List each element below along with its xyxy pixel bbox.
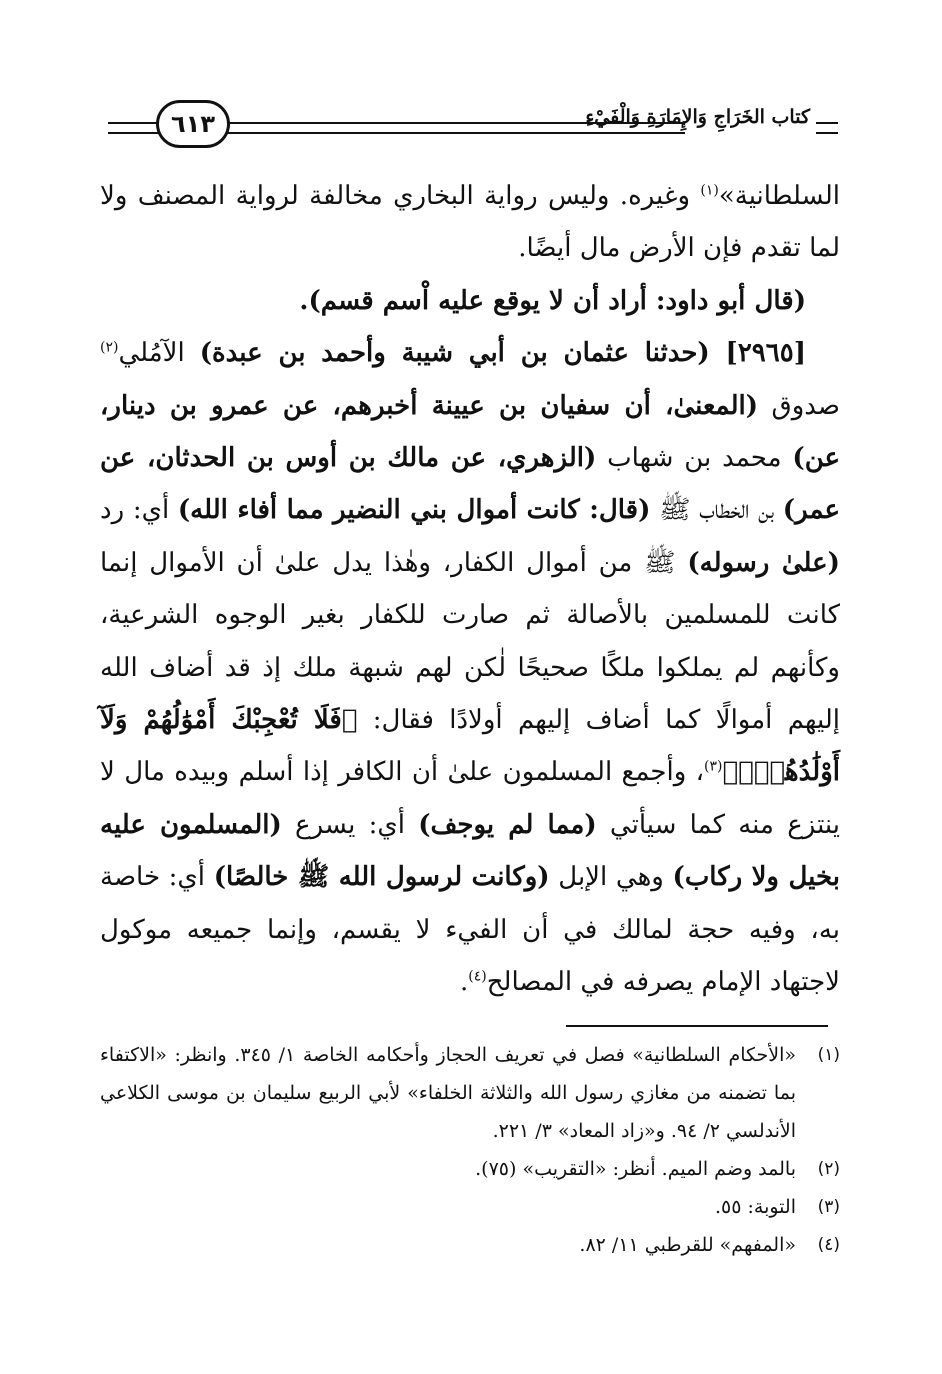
footnote-ref-4[interactable]: (٤) [468,968,487,985]
commentary-run: صدوق [758,390,841,421]
matn-run: (المسلمون عليه بخيل ولا ركاب) [100,809,840,893]
hadith-paragraph [100,327,840,1008]
text-run: (قال أبو داود: أراد أن لا يوقع عليه اْسم قسم). [299,285,806,316]
commentary-run: بن الخطاب ﷺ [650,495,783,526]
commentary-run: الآمُلي [118,338,200,369]
matn-run: (حدثنا عثمان بن أبي شيبة وأحمد بن عبدة) [199,338,726,369]
matn-run: (مما لم يوجف) [418,809,597,840]
running-title: كتاب الخَرَاجِ وَالإِمَارَةِ وَالْفَيْءِ [585,106,810,128]
footnote-2 [100,1150,840,1188]
footnote-3 [100,1188,840,1226]
footnote-number: (٣) [817,1197,840,1217]
footnotes [100,1036,840,1264]
footnote-text: «الأحكام السلطانية» فصل في تعريف الحجاز وأحكامه الخاصة ١/ ٣٤٥. وانظر: «الاكتفاء بما تضمنه من مغازي رسول الله والثلاثة الخلفاء» لأبي الربيع سليمان بن موسى الكلاعي الأندلسي ٢/ ٩٤. و«زاد المعاد» ٣/ ٢٢١. [100,1044,796,1142]
main-text [100,170,840,1009]
footnote-number: (٤) [817,1235,840,1255]
footnote-4 [100,1226,840,1264]
footnote-text: «المفهم» للقرطبي ١١/ ٨٢. [579,1234,796,1256]
abu-dawud-remark [100,275,840,327]
commentary-run: أي: يسرع [281,809,419,840]
matn-run: (قال: كانت أموال بني النضير مما أفاء الله) [177,495,651,526]
header-rule-right [816,122,838,134]
footnote-number: (١) [817,1045,840,1065]
page-header [108,92,838,162]
matn-run: (وكانت لرسول الله ﷺ خالصًا) [213,862,550,893]
commentary-run: . [460,967,469,998]
footnote-text: التوبة: ٥٥. [714,1196,796,1218]
footnote-separator [566,1025,828,1027]
commentary-run: وهي الإبل [549,862,673,893]
commentary-run: أي: خاصة به، وفيه حجة لمالك في أن الفيء لا يقسم، وإنما جميعه موكول لاجتهاد الإمام يصرفه في المصالح [100,862,840,998]
footnote-text: بالمد وضم الميم. أنظر: «التقريب» (٧٥). [475,1158,796,1180]
page-number: ٦١٣ [171,110,215,138]
commentary-run: ﷺ من أموال الكفار، وهٰذا يدل علىٰ أن الأموال إنما كانت للمسلمين بالأصالة ثم صارت للكفار بغير الوجوه الشرعية، وكأنهم لم يملكوا ملكًا صحيحًا لٰكن لهم شبهة ملك إذ قد أضاف الله إليهم أموالًا كما أضاف إليهم أولادًا فقال: [100,547,840,736]
footnote-1 [100,1036,840,1150]
footnote-number: (٢) [817,1159,840,1179]
text-run: السلطانية» [718,181,840,211]
matn-run: (الزهري، عن مالك بن أوس بن الحدثان، عن عمر) [100,443,840,526]
paragraph-continuation [100,170,840,275]
matn-run: (المعنىٰ، أن سفيان بن عيينة أخبرهم، عن عمرو بن دينار، عن) [100,390,840,474]
commentary-run: ، وأجمع المسلمون علىٰ أن الكافر إذا أسلم وبيده مال لا ينتزع منه كما سيأتي [100,757,841,840]
page-number-badge [156,100,230,148]
commentary-run: محمد بن شهاب [596,443,793,474]
hadith-number: [٢٩٦٥] [725,338,806,369]
footnote-ref-1[interactable]: (١) [700,182,719,199]
quran-quote: ﴿فَلَا تُعْجِبْكَ أَمْوَٰلُهُمْ وَلَآ أَوْلَٰدُهُمْۚ﴾ [100,705,840,788]
commentary-run: أي: رد [100,495,178,526]
footnote-ref-2[interactable]: (٢) [100,339,119,356]
matn-run: (علىٰ رسوله) [687,547,840,578]
footnote-ref-3[interactable]: (٣) [704,758,723,775]
text-run: وغيره. وليس رواية البخاري مخالفة لرواية المصنف ولا لما تقدم فإن الأرض مال أيضًا. [100,181,840,264]
